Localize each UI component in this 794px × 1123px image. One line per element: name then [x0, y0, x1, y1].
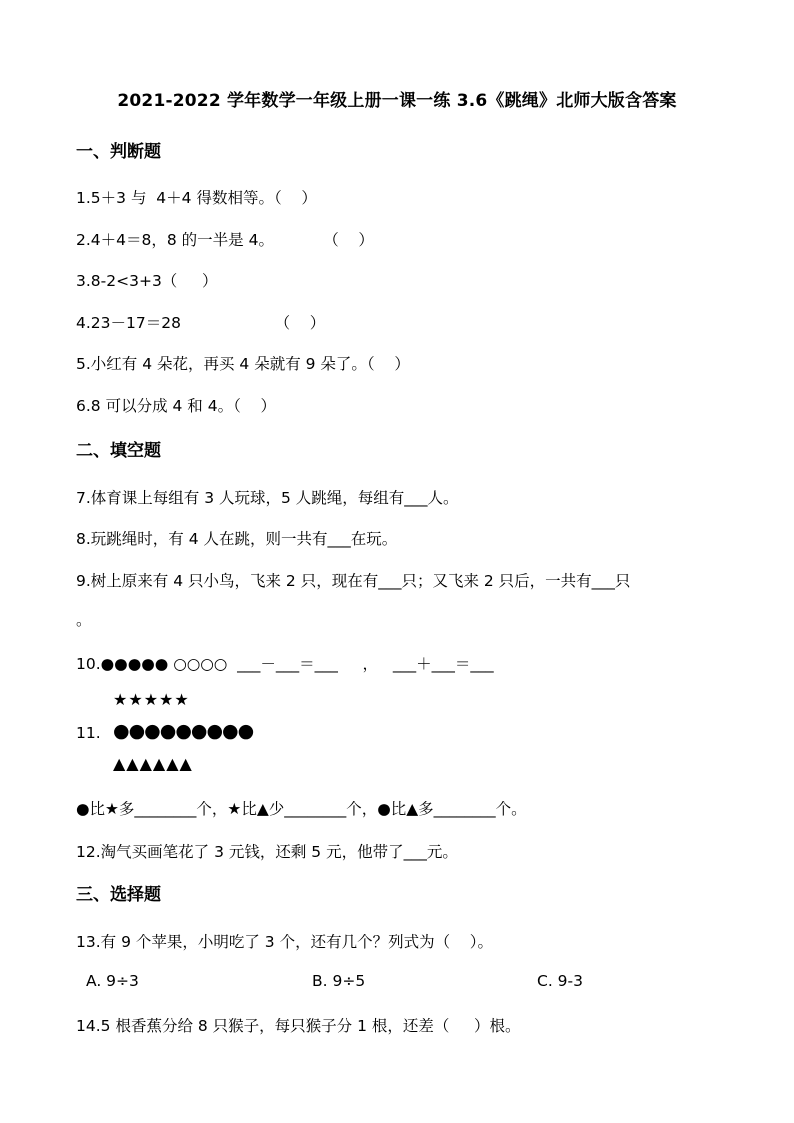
section-heading-fill: 二、填空题: [76, 441, 161, 461]
question-11-text: ●比★多________个，★比▲少________个，●比▲多________个。: [76, 800, 527, 818]
question-13: 13.有 9 个苹果，小明吃了 3 个，还有几个？列式为（ ）。: [76, 933, 494, 951]
q11-stars: ★★★★★: [113, 690, 190, 709]
question-6: 6.8 可以分成 4 和 4。（ ）: [76, 397, 277, 415]
question-9-continuation: 。: [76, 611, 92, 629]
question-1: 1.5＋3 与 4＋4 得数相等。（ ）: [76, 189, 317, 207]
q11-triangles: ▲▲▲▲▲▲: [113, 754, 193, 773]
question-3: 3.8-2<3+3（ ）: [76, 272, 218, 290]
section-heading-choice: 三、选择题: [76, 885, 161, 905]
question-10: 10.●●●●● ○○○○ ___－___＝___ ， ___＋___＝___: [76, 655, 494, 673]
q11-circles: ●●●●●●●●●: [113, 720, 254, 742]
q13-option-a: A. 9÷3: [86, 972, 139, 990]
question-12: 12.淘气买画笔花了 3 元钱，还剩 5 元，他带了___元。: [76, 843, 458, 861]
question-4: 4.23－17＝28 （ ）: [76, 314, 326, 332]
q13-option-c: C. 9-3: [537, 972, 583, 990]
question-9: 9.树上原来有 4 只小鸟，飞来 2 只，现在有___只；又飞来 2 只后，一共有___只: [76, 572, 631, 590]
question-2: 2.4＋4＝8，8 的一半是 4。 （ ）: [76, 231, 374, 249]
q13-option-b: B. 9÷5: [312, 972, 366, 990]
question-7: 7.体育课上每组有 3 人玩球，5 人跳绳，每组有___人。: [76, 489, 459, 507]
page-title: 2021-2022 学年数学一年级上册一课一练 3.6《跳绳》北师大版含答案: [117, 91, 677, 111]
q11-number: 11.: [76, 724, 101, 742]
section-heading-judge: 一、判断题: [76, 142, 161, 162]
question-8: 8.玩跳绳时，有 4 人在跳，则一共有___在玩。: [76, 530, 398, 548]
question-14: 14.5 根香蕉分给 8 只猴子，每只猴子分 1 根，还差（ ）根。: [76, 1017, 521, 1035]
question-5: 5.小红有 4 朵花，再买 4 朵就有 9 朵了。（ ）: [76, 355, 410, 373]
